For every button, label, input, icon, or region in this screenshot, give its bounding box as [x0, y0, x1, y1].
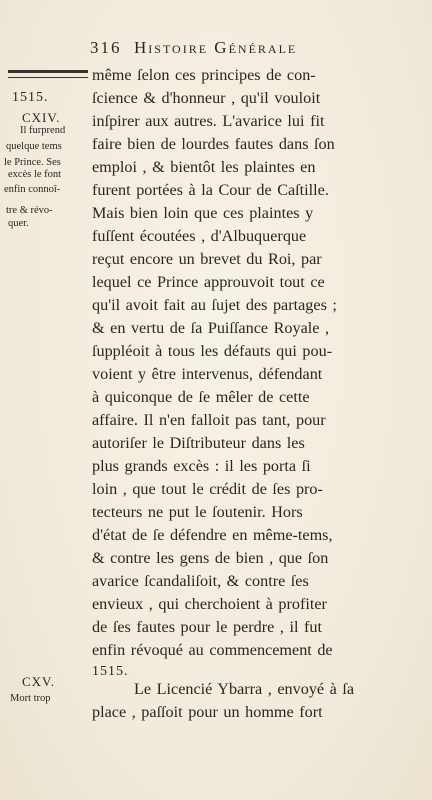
text-line: lequel ce Prince approuvoit tout ce — [92, 273, 325, 291]
text-line: enfin révoqué au commencement de — [92, 641, 333, 659]
margin-year: 1515. — [12, 90, 49, 105]
text-line: même ſelon ces principes de con- — [92, 66, 316, 84]
text-line: place , paſſoit pour un homme fort — [92, 703, 323, 721]
margin-notes — [0, 0, 95, 800]
text-line: furent portées à la Cour de Caſtille. — [92, 181, 329, 199]
margin-note-line: excès le font — [8, 169, 62, 180]
page-number: 316 — [90, 38, 122, 57]
text-line: & contre les gens de bien , que ſon — [92, 549, 329, 567]
margin-note-line: enfin connoî- — [4, 184, 61, 195]
margin-note-line: Mort trop — [10, 693, 51, 704]
text-line: autoriſer le Diſtributeur dans les — [92, 434, 305, 452]
margin-note-line: Il furprend — [20, 125, 66, 136]
text-line: & en vertu de ſa Puiſſance Royale , — [92, 319, 330, 337]
margin-chapter-cxv: CXV. — [22, 674, 56, 689]
margin-note-line: le Prince. Ses — [4, 157, 61, 168]
running-title: Histoire Générale — [134, 38, 298, 57]
text-line: faire bien de lourdes fautes dans ſon — [92, 135, 335, 153]
text-line: envieux , qui cherchoient à profiter — [92, 595, 327, 613]
text-line: reçut encore un brevet du Roi, par — [92, 250, 322, 268]
margin-chapter-cxiv: CXIV. — [22, 110, 61, 125]
text-line: loin , que tout le crédit de ſes pro- — [92, 480, 323, 498]
text-line: Le Licencié Ybarra , envoyé à ſa — [134, 680, 355, 698]
text-line: inſpirer aux autres. L'avarice lui fit — [92, 112, 325, 130]
text-line: tecteurs ne put le ſoutenir. Hors — [92, 503, 303, 521]
text-line: de ſes fautes pour le perdre , il fut — [92, 618, 323, 636]
text-line: affaire. Il n'en falloit pas tant, pour — [92, 411, 326, 429]
text-line: ſcience & d'honneur , qu'il vouloit — [92, 89, 321, 107]
page-header — [90, 38, 410, 60]
margin-note-line: tre & révo- — [6, 205, 53, 216]
margin-note-line: quer. — [8, 218, 29, 229]
text-line: plus grands excès : il les porta ſi — [92, 457, 311, 475]
text-line: d'état de ſe défendre en même-tems, — [92, 526, 333, 544]
text-line-year: 1515. — [92, 664, 129, 679]
text-line: ſuppléoit à tous les défauts qui pou- — [92, 342, 333, 360]
text-line: Mais bien loin que ces plaintes y — [92, 204, 314, 222]
text-line: emploi , & bientôt les plaintes en — [92, 158, 316, 176]
text-line: avarice ſcandaliſoit, & contre ſes — [92, 572, 309, 590]
text-line: qu'il avoit fait au ſujet des partages ; — [92, 296, 337, 314]
text-line: voient y être intervenus, défendant — [92, 365, 323, 383]
text-line: à quiconque de ſe mêler de cette — [92, 388, 310, 406]
margin-note-line: quelque tems — [6, 141, 62, 152]
text-line: fuſſent écoutées , d'Albuquerque — [92, 227, 307, 245]
